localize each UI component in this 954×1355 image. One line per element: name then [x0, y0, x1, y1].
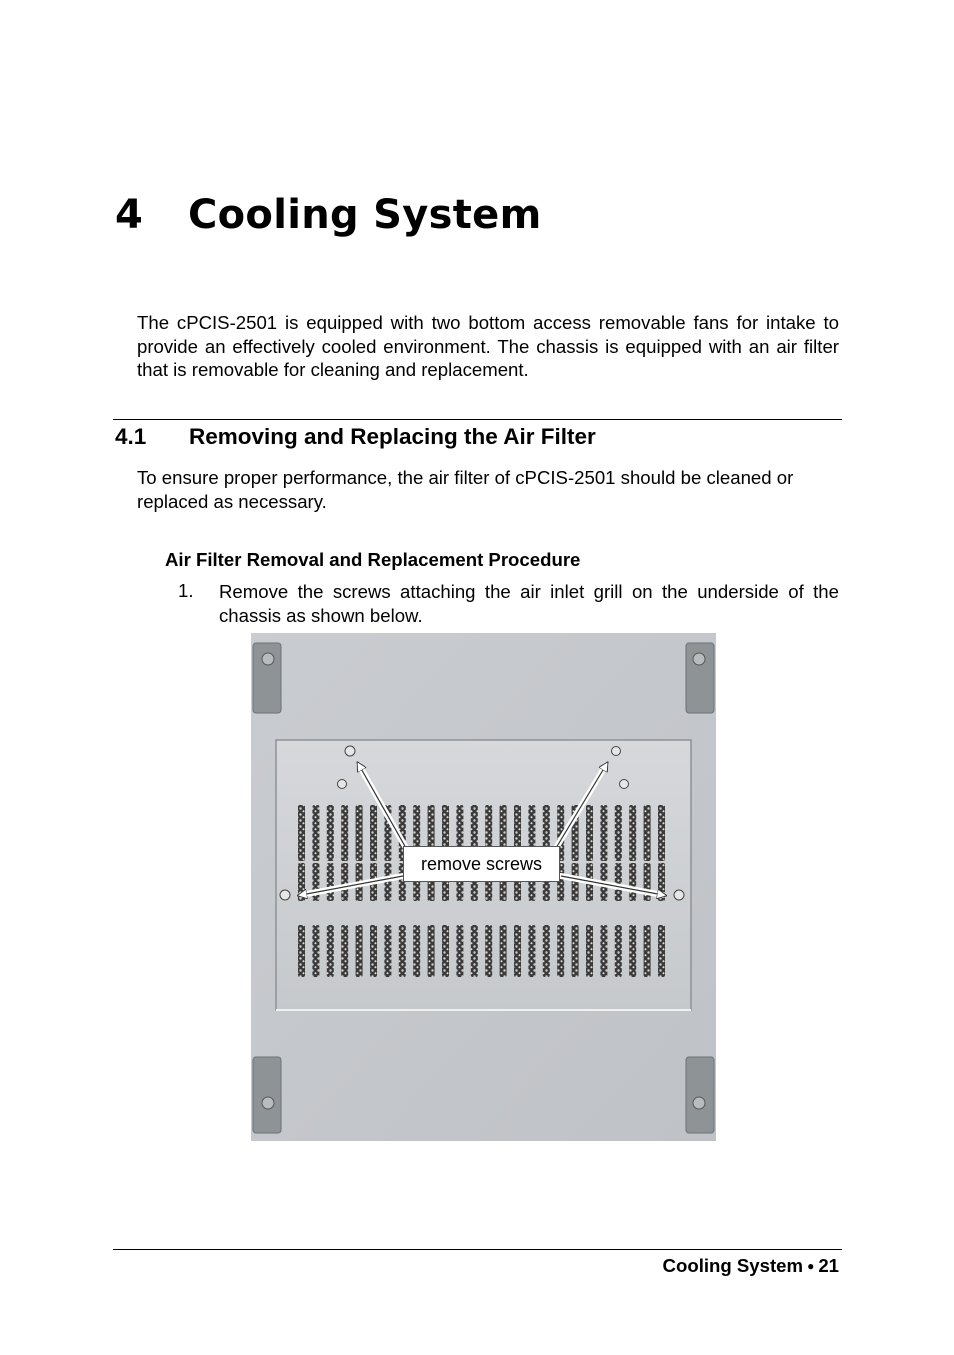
grill-slot [629, 925, 636, 977]
intro-paragraph: The cPCIS-2501 is equipped with two bottom access removable fans for intake to provide an effectively cooled environment. The chassis is equipped with an air filter that is removable for cleaning and replacement. [137, 312, 839, 380]
grill-slot [428, 925, 435, 977]
section-divider [113, 419, 842, 420]
grill-slot [485, 925, 492, 977]
grill-slot [327, 805, 334, 861]
grill-slot [514, 925, 521, 977]
grill-slot [312, 925, 319, 977]
grill-slot [312, 805, 319, 861]
grill-slot [644, 925, 651, 977]
section-paragraph: To ensure proper performance, the air filter of cPCIS-2501 should be cleaned or replaced as necessary. [137, 467, 794, 512]
grill-slot [600, 805, 607, 861]
footer-bullet: ● [807, 1259, 815, 1273]
grill-slot [341, 925, 348, 977]
remove-screws-callout: remove screws [403, 846, 560, 882]
step-text: Remove the screws attaching the air inlet grill on the underside of the chassis as shown below. [219, 581, 839, 626]
chapter-number: 4 [115, 192, 144, 238]
chapter-title [115, 192, 542, 238]
grill-slot [341, 863, 348, 901]
grill-slot [600, 925, 607, 977]
grill-slot [644, 805, 651, 861]
grill-slot [629, 805, 636, 861]
grill-slot [615, 925, 622, 977]
chapter-title-text: Cooling System [188, 192, 542, 238]
grill-slot [442, 925, 449, 977]
grill-slot [456, 925, 463, 977]
footer-section: Cooling System [662, 1255, 804, 1276]
section-title: Removing and Replacing the Air Filter [189, 424, 596, 449]
section-heading [115, 424, 596, 450]
grill-slot [471, 925, 478, 977]
grill-slot [586, 925, 593, 977]
grill-slot [572, 925, 579, 977]
grill-slot [399, 925, 406, 977]
grill-slot [356, 805, 363, 861]
step-number: 1. [178, 580, 194, 601]
grill-slot [356, 925, 363, 977]
page-footer [663, 1255, 839, 1277]
chassis-underside-photo [251, 633, 716, 1141]
grill-slot [327, 863, 334, 901]
procedure-title: Air Filter Removal and Replacement Procedure [165, 549, 581, 570]
grill-slot [341, 805, 348, 861]
footer-divider [113, 1249, 842, 1250]
grill-slot [658, 925, 665, 977]
grill-slot [298, 925, 305, 977]
grill-slot [298, 805, 305, 861]
grill-slot [586, 805, 593, 861]
grill-slot [615, 805, 622, 861]
grill-slot [370, 805, 377, 861]
grill-slot [629, 863, 636, 901]
grill-slot [413, 925, 420, 977]
grill-slot [384, 925, 391, 977]
grill-slot [370, 925, 377, 977]
grill-slot [327, 925, 334, 977]
grill-slot [658, 805, 665, 861]
grill-slot [500, 925, 507, 977]
grill-slot [528, 925, 535, 977]
section-number: 4.1 [115, 424, 147, 449]
page-number: 21 [818, 1255, 839, 1276]
grill-slot [543, 925, 550, 977]
grill-slot [557, 925, 564, 977]
grill-slot [615, 863, 622, 901]
